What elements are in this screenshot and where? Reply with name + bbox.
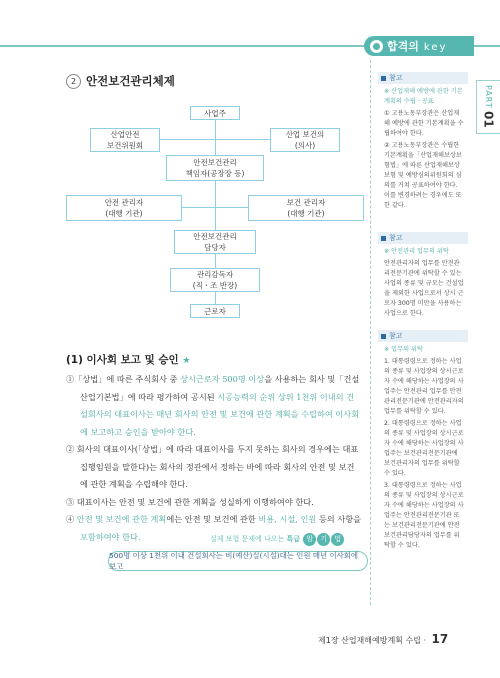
- org-health-manager: 보건 관리자 (대행 기관): [248, 195, 364, 221]
- page-number: 17: [431, 632, 449, 646]
- note-icon: [381, 76, 386, 81]
- paragraph-3: ③ 대표이사는 안전 및 보건에 관한 계획을 성실하게 이행하여야 한다.: [66, 496, 314, 507]
- part-number: 01: [481, 110, 496, 128]
- connector: [215, 180, 216, 232]
- key-icon: [370, 40, 383, 53]
- paragraph-4: ④ 안전 및 보건에 관한 계획에는 안전 및 보건에 관한 비용, 시설, 인원 등의 사항을 포함하여야 한다.: [66, 514, 362, 542]
- org-general-manager: 안전보건관리 책임자(공장장 등): [166, 155, 264, 181]
- memory-tip: 실제 보험 문제에 나오는 특급 암 기 법: [210, 533, 344, 546]
- connector: [215, 119, 216, 156]
- body-text: [66, 371, 362, 546]
- note-icon: [381, 334, 386, 339]
- org-supervisor: 관리감독자 (직ㆍ조 반장): [170, 268, 260, 292]
- org-worker: 근로자: [190, 304, 240, 318]
- note-body: ※ 안전관리 업무의 위탁 안전관리자의 업무를 안전관리전문기관에 위탁할 수 있는 사업의 종류 및 규모는 건설업을 제외한 사업으로서 상시 근로자 300명 미만을 사용하는 사업으로 한다.: [384, 248, 464, 317]
- subsection-title: (1) 이사회 보고 및 승인 ★: [66, 354, 191, 366]
- summary-box: 500명 이상 1천위 이내 건설회사는 비(예산)실(시설)대는 인원 매년 이사회에 보고: [108, 551, 368, 571]
- paragraph-2: ② 회사의 대표이사(「상법」에 따라 대표이사를 두지 못하는 회사의 경우에는 대표집행임원을 말한다)는 회사의 정관에서 정하는 바에 따라 회사의 안전 및 보건에 관한 계획을 수립해야 한다.: [66, 444, 359, 489]
- section-number: 2: [66, 74, 81, 89]
- note-2: [378, 232, 468, 321]
- note-icon: [381, 236, 386, 241]
- org-safety-manager: 안전 관리자 (대행 기관): [66, 195, 182, 221]
- org-ceo: 사업주: [190, 106, 240, 120]
- star-icon: ★: [182, 356, 191, 366]
- section-title: 안전보건관리체제: [86, 74, 175, 88]
- part-tab: [476, 80, 500, 134]
- paragraph-1: ①「상법」에 따른 주식회사 중 상시근로자 500명 이상을 사용하는 회사 및「건설산업기본법」에 따라 평가하여 공시된 시공능력의 순위 상위 1천위 이내의 건설회사의 대표이사는 매년 회사의 안전 및 보건에 관한 계획을 수립하여 이사회에 보고하고 승인을 받아야 한다.: [66, 374, 360, 437]
- part-label: PART: [484, 85, 493, 109]
- org-safety-committee: 산업안전 보건위원회: [90, 128, 160, 152]
- note-header: 참고: [378, 72, 468, 84]
- note-3: [378, 330, 468, 553]
- note-header: 참고: [378, 232, 468, 244]
- org-health-doctor: 산업 보건의 (의사): [270, 128, 340, 152]
- header-badge: [364, 36, 474, 56]
- page-footer: 제1장 산업재해예방계획 수립 · 17: [318, 632, 449, 646]
- header-title: 합격의 key: [387, 40, 448, 53]
- note-1: [378, 72, 468, 213]
- note-body: ※ 산업재해 예방에 관한 기본계획의 수립ㆍ공표 ① 고용노동부장관은 산업재해 예방에 관한 기본계획을 수립하여야 한다. ② 고용노동부장관은 수립한 기본계획을「산업재해보상보험법」에 따른 산업재해보상보험 및 예방심의위원회의 심의를 거쳐 공표하여야 한다. 이를 변경하려는 경우에도 또한 같다.: [384, 88, 464, 209]
- note-header: 참고: [378, 330, 468, 342]
- org-officer: 안전보건관리 담당자: [174, 230, 256, 254]
- note-body: ※ 업무의 위탁 1. 대통령령으로 정하는 사업의 종류 및 사업장의 상시근로자 수에 해당하는 사업장의 사업주는 안전관리 업무를 안전관리전문기관에 안전관리자의 업무를 위탁할 수 있다. 2. 대통령령으로 정하는 사업의 종류 및 사업장의 상시근로자 수에 해당하는 사업장의 사업주는 보건관리전문기관에 보건관리자의 업무를 위탁할 수 있다. 3. 대통령령으로 정하는 사업의 종류 및 사업장의 상시근로자 수에 해당하는 사업장의 사업주는 안전관리전문기관 또는 보건관리전문기관에 안전보건관리담당자의 업무를 위탁할 수 있다.: [384, 346, 464, 549]
- sidebar-divider: [370, 60, 372, 605]
